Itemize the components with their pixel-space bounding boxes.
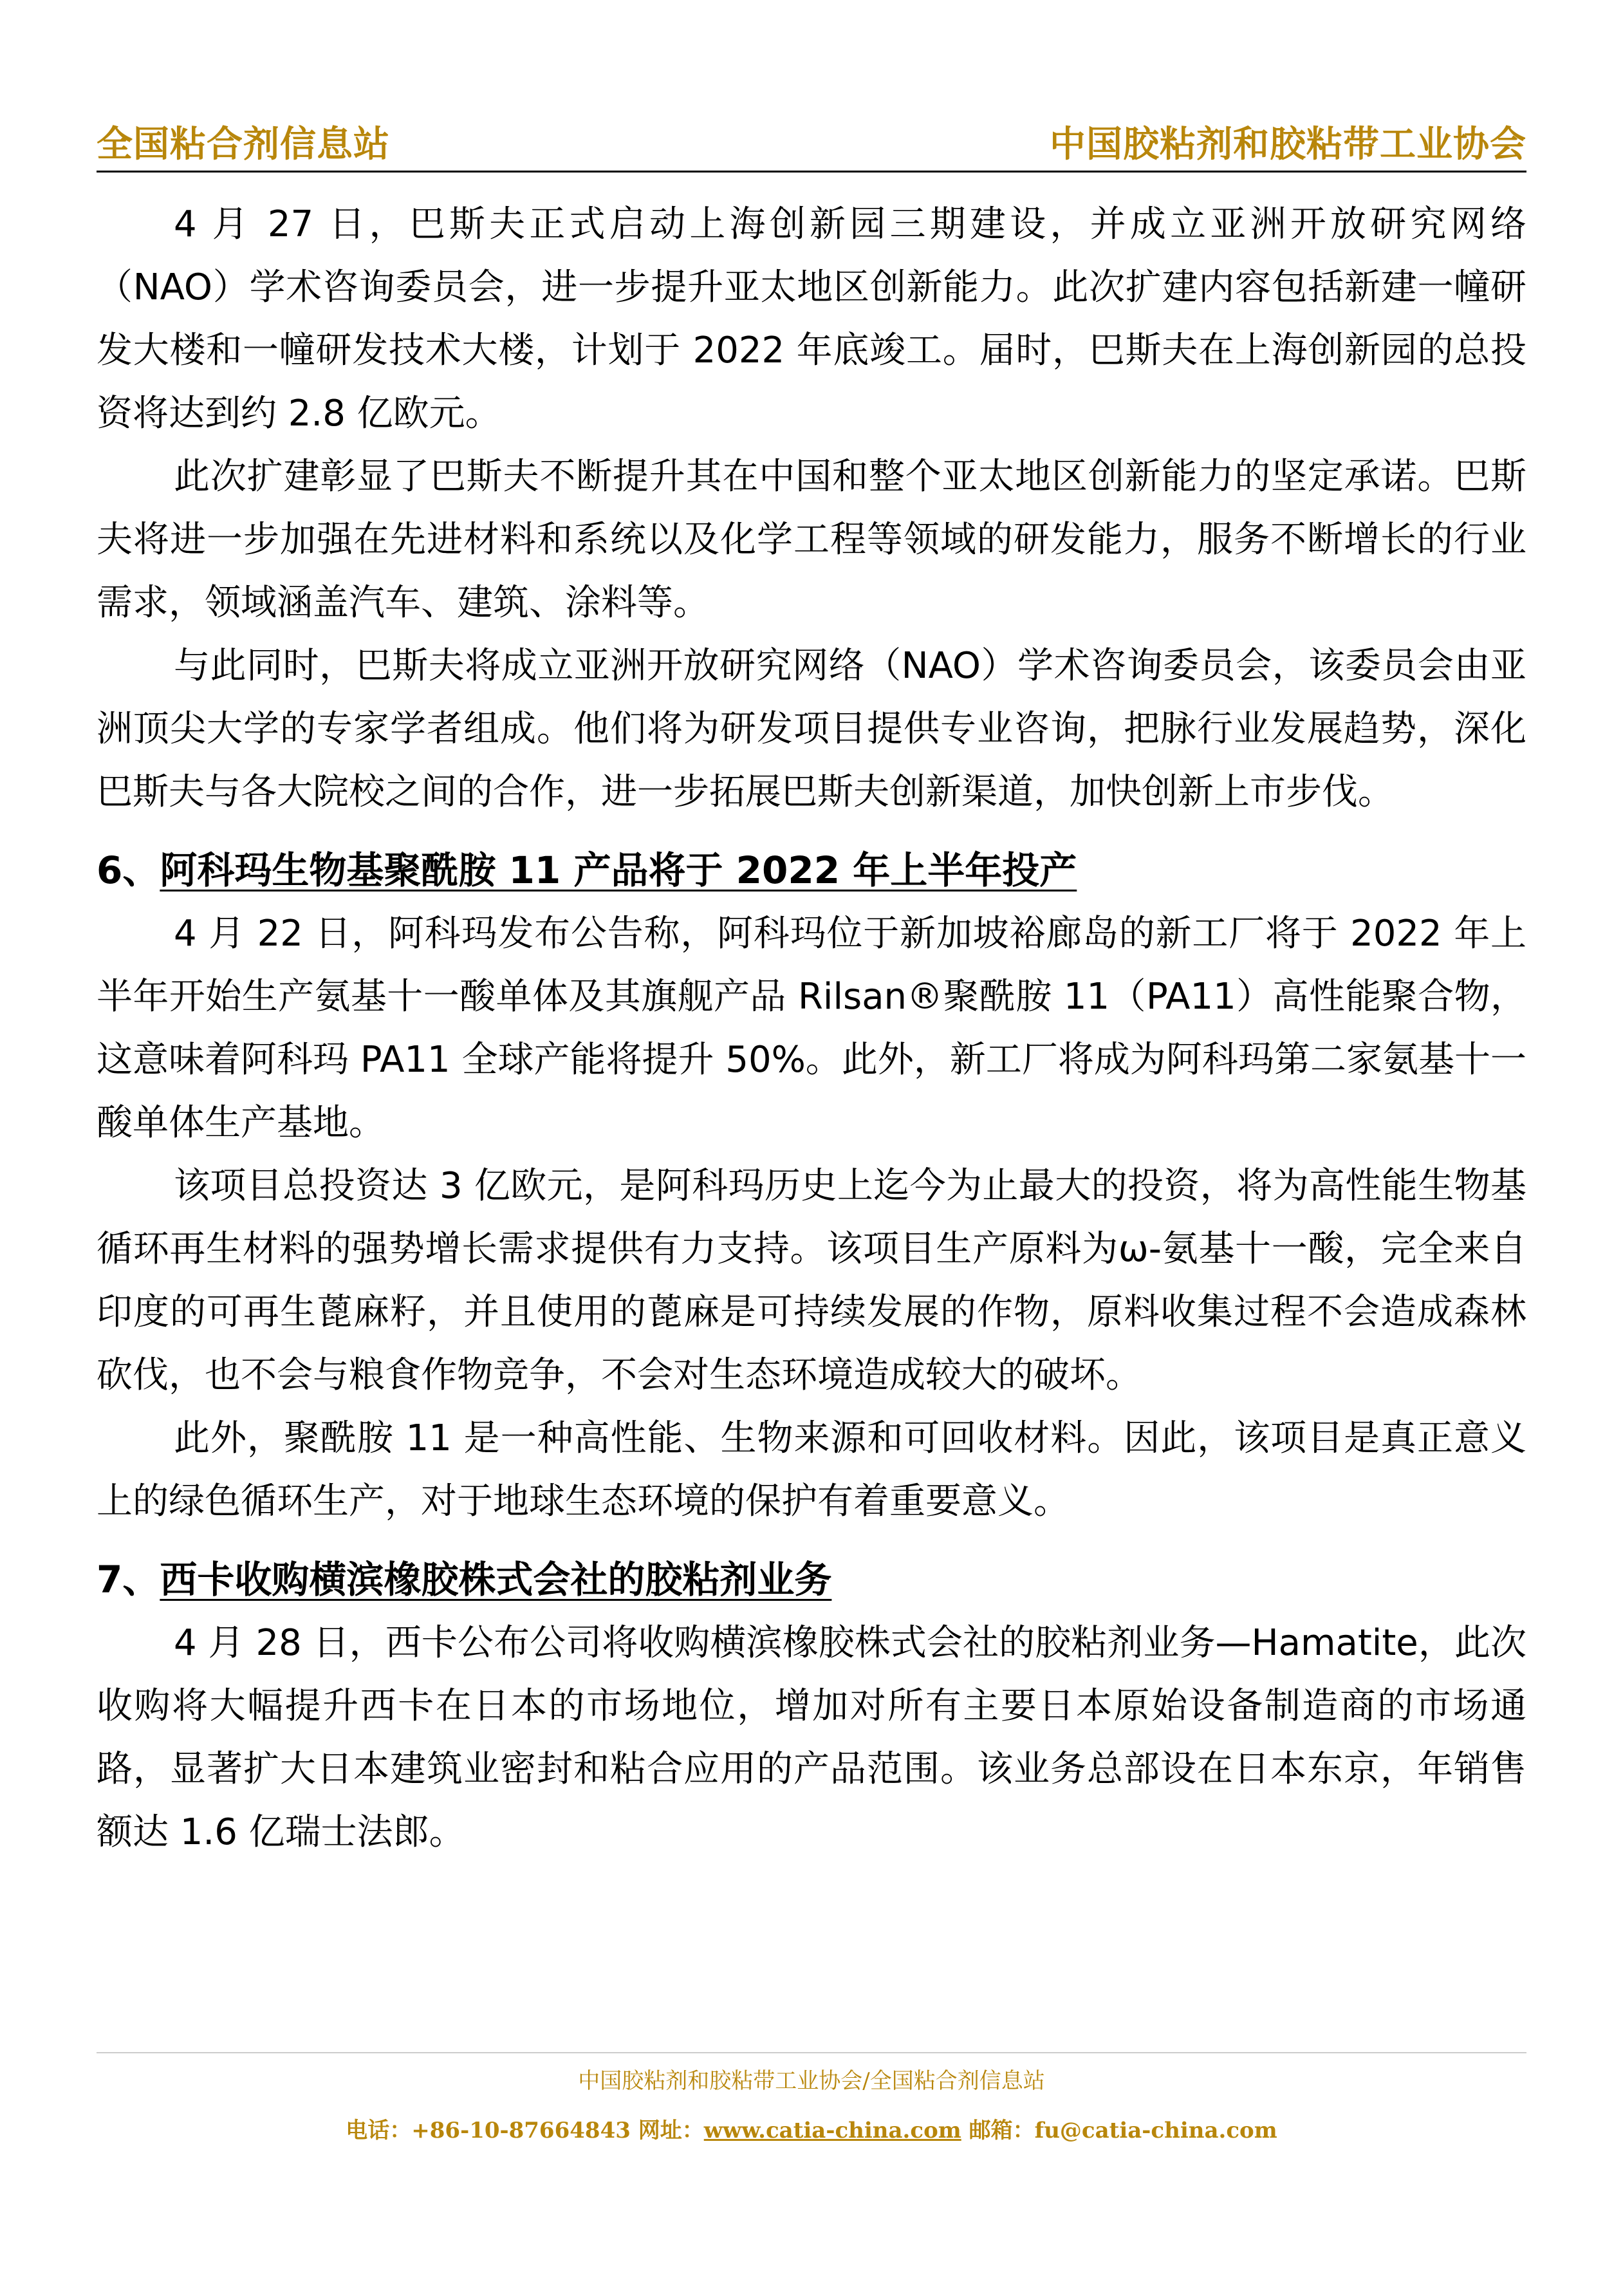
page-header	[97, 109, 1526, 173]
paragraph-intro-3: 与此同时，巴斯夫将成立亚洲开放研究网络（NAO）学术咨询委员会，该委员会由亚洲顶尖大学的专家学者组成。他们将为研发项目提供专业咨询，把脉行业发展趋势，深化巴斯夫与各大院校之间的合作，进一步拓展巴斯夫创新渠道，加快创新上市步伐。	[97, 645, 1526, 813]
footer-organization: 中国胶粘剂和胶粘带工业协会/全国粘合剂信息站	[578, 2068, 1045, 2094]
header-association-name: 中国胶粘剂和胶粘带工业协会	[1050, 124, 1526, 165]
section-6-paragraph-1: 4 月 22 日，阿科玛发布公告称，阿科玛位于新加坡裕廊岛的新工厂将于 2022 年上半年开始生产氨基十一酸单体及其旗舰产品 Rilsan®聚酰胺 11（PA11）高性能聚合物，这意味着阿科玛 PA11 全球产能将提升 50%。此外，新工厂将成为阿科玛第二家氨基十一酸单体生产基地。	[97, 913, 1526, 1144]
section-6-paragraph-3: 此外，聚酰胺 11 是一种高性能、生物来源和可回收材料。因此，该项目是真正意义上的绿色循环生产，对于地球生态环境的保护有着重要意义。	[97, 1417, 1526, 1522]
section-6-title: 阿科玛生物基聚酰胺 11 产品将于 2022 年上半年投产	[160, 848, 1077, 892]
section-7-number: 7、	[97, 1558, 160, 1601]
section-6-paragraph-2: 该项目总投资达 3 亿欧元，是阿科玛历史上迄今为止最大的投资，将为高性能生物基循环再生材料的强势增长需求提供有力支持。该项目生产原料为ω-氨基十一酸，完全来自印度的可再生蓖麻籽，并且使用的蓖麻是可持续发展的作物，原料收集过程不会造成森林砍伐，也不会与粮食作物竞争，不会对生态环境造成较大的破坏。	[97, 1165, 1526, 1396]
section-6-number: 6、	[97, 848, 160, 892]
section-7-paragraph-1: 4 月 28 日，西卡公布公司将收购横滨橡胶株式会社的胶粘剂业务—Hamatite，此次收购将大幅提升西卡在日本的市场地位，增加对所有主要日本原始设备制造商的市场通路，显著扩大日本建筑业密封和粘合应用的产品范围。该业务总部设在日本东京，年销售额达 1.6 亿瑞士法郎。	[97, 1622, 1526, 1853]
section-6-heading	[97, 838, 1526, 902]
footer-website-link[interactable]: www.catia-china.com	[703, 2118, 961, 2143]
section-7-heading	[97, 1547, 1526, 1612]
footer-phone: +86-10-87664843	[411, 2118, 631, 2143]
footer-email: fu@catia-china.com	[1034, 2118, 1277, 2143]
paragraph-intro-1: 4 月 27 日，巴斯夫正式启动上海创新园三期建设，并成立亚洲开放研究网络（NAO）学术咨询委员会，进一步提升亚太地区创新能力。此次扩建内容包括新建一幢研发大楼和一幢研发技术大楼，计划于 2022 年底竣工。届时，巴斯夫在上海创新园的总投资将达到约 2.8 亿欧元。	[97, 203, 1526, 434]
footer-site-label: 网址：	[630, 2118, 704, 2143]
footer-divider	[97, 2052, 1526, 2053]
header-site-name: 全国粘合剂信息站	[97, 124, 390, 165]
section-7-title: 西卡收购横滨橡胶株式会社的胶粘剂业务	[160, 1558, 832, 1601]
footer-contact	[0, 2113, 1623, 2144]
article-body	[97, 193, 1526, 1864]
paragraph-intro-2: 此次扩建彰显了巴斯夫不断提升其在中国和整个亚太地区创新能力的坚定承诺。巴斯夫将进一步加强在先进材料和系统以及化学工程等领域的研发能力，服务不断增长的行业需求，领域涵盖汽车、建筑、涂料等。	[97, 456, 1526, 624]
footer-email-label: 邮箱：	[961, 2118, 1035, 2143]
footer-phone-label: 电话：	[346, 2118, 412, 2143]
